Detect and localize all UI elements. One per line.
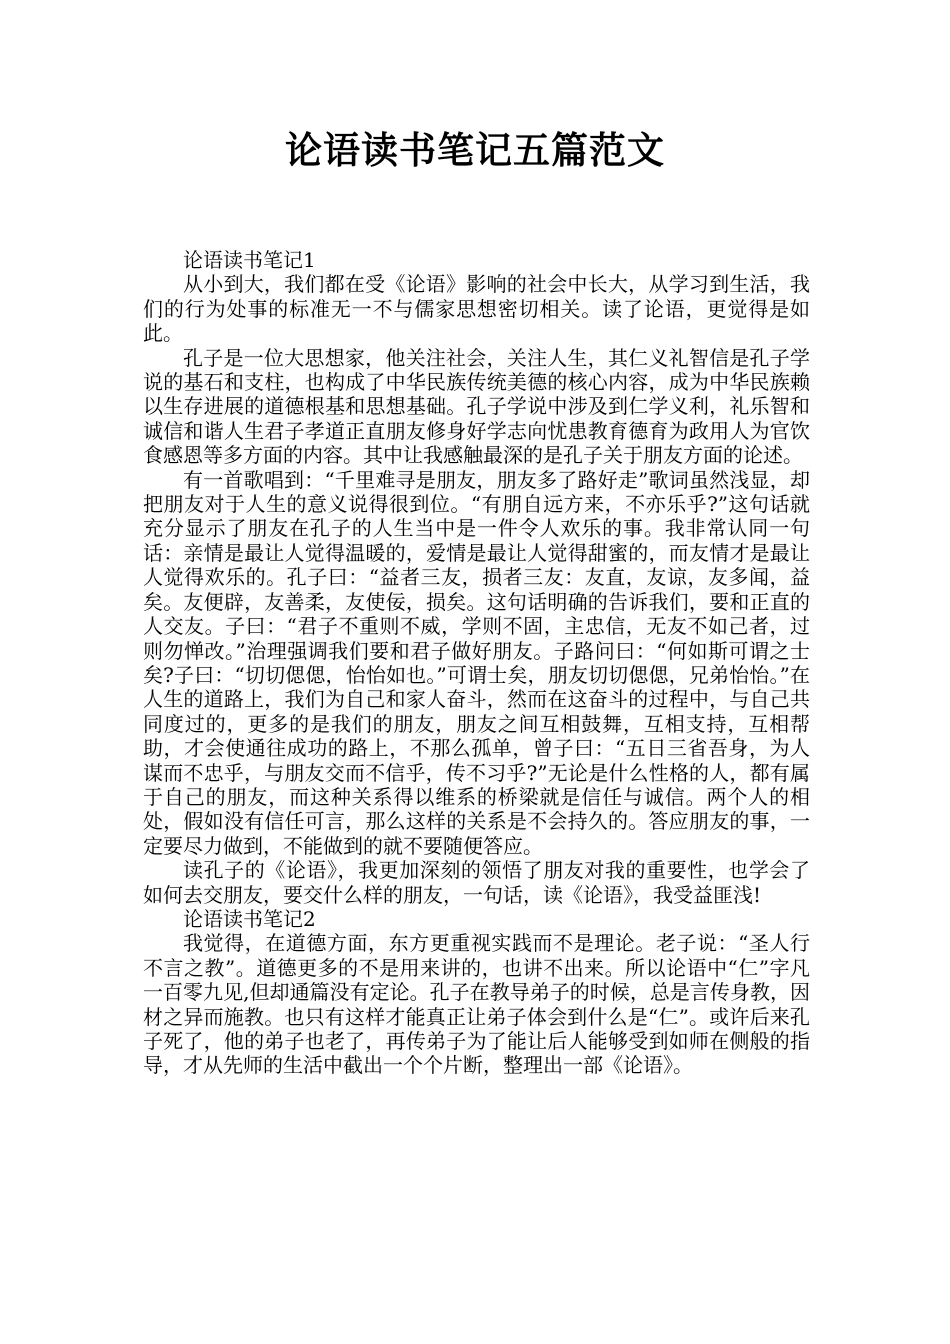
paragraph: 从小到大，我们都在受《论语》影响的社会中长大，从学习到生活，我们的行为处事的标准无一不与儒家思想密切相关。读了论语，更觉得是如此。 — [143, 272, 810, 346]
section-heading-2: 论语读书笔记2 — [183, 906, 316, 931]
paragraph: 孔子是一位大思想家，他关注社会，关注人生，其仁义礼智信是孔子学说的基石和支柱，也构成了中华民族传统美德的核心内容，成为中华民族赖以生存进展的道德根基和思想基础。孔子学说中涉及到仁学义利，礼乐智和诚信和谐人生君子孝道正直朋友修身好学志向忧患教育德育为政用人为官饮食感恩等多方面的内容。其中让我感触最深的是孔子关于朋友方面的论述。 — [143, 345, 810, 468]
paragraph: 有一首歌唱到：“千里难寻是朋友，朋友多了路好走”歌词虽然浅显，却把朋友对于人生的意义说得很到位。“有朋自远方来，不亦乐乎?”这句话就充分显示了朋友在孔子的人生当中是一件令人欢乐的事。我非常认同一句话：亲情是最让人觉得温暖的，爱情是最让人觉得甜蜜的，而友情才是最让人觉得欢乐的。孔子曰：“益者三友，损者三友：友直，友谅，友多闻，益矣。友便辟，友善柔，友使佞，损矣。这句话明确的告诉我们，要和正直的人交友。子曰：“君子不重则不威，学则不固，主忠信，无友不如己者，过则勿惮改。”治理强调我们要和君子做好朋友。子路问曰：“何如斯可谓之士矣?子曰：“切切偲偲，怡怡如也。”可谓士矣，朋友切切偲偲，兄弟怡怡。”在人生的道路上，我们为自己和家人奋斗，然而在这奋斗的过程中，与自己共同度过的，更多的是我们的朋友，朋友之间互相鼓舞，互相支持，互相帮助，才会使通往成功的路上，不那么孤单，曾子曰：“五日三省吾身，为人谋而不忠乎，与朋友交而不信乎，传不习乎?”无论是什么性格的人，都有属于自己的朋友，而这种关系得以维系的桥梁就是信任与诚信。两个人的相处，假如没有信任可言，那么这样的关系是不会持久的。答应朋友的事，一定要尽力做到，不能做到的就不要随便答应。 — [143, 467, 810, 858]
paragraph: 读孔子的《论语》，我更加深刻的领悟了朋友对我的重要性，也学会了如何去交朋友，要交什么样的朋友，一句话，读《论语》，我受益匪浅! — [143, 858, 810, 907]
document-body — [143, 248, 810, 1078]
document-title: 论语读书笔记五篇范文 — [285, 129, 665, 172]
section-heading-1: 论语读书笔记1 — [183, 248, 316, 272]
paragraph: 我觉得，在道德方面，东方更重视实践而不是理论。老子说：“圣人行不言之教”。道德更多的不是用来讲的，也讲不出来。所以论语中“仁”字凡一百零九见,但却通篇没有定论。孔子在教导弟子的时候，总是言传身教，因材之异而施教。也只有这样才能真正让弟子体会到什么是“仁”。或许后来孔子死了，他的弟子也老了，再传弟子为了能让后人能够受到如师在侧般的指导，才从先师的生活中截出一个个片断，整理出一部《论语》。 — [143, 931, 810, 1078]
